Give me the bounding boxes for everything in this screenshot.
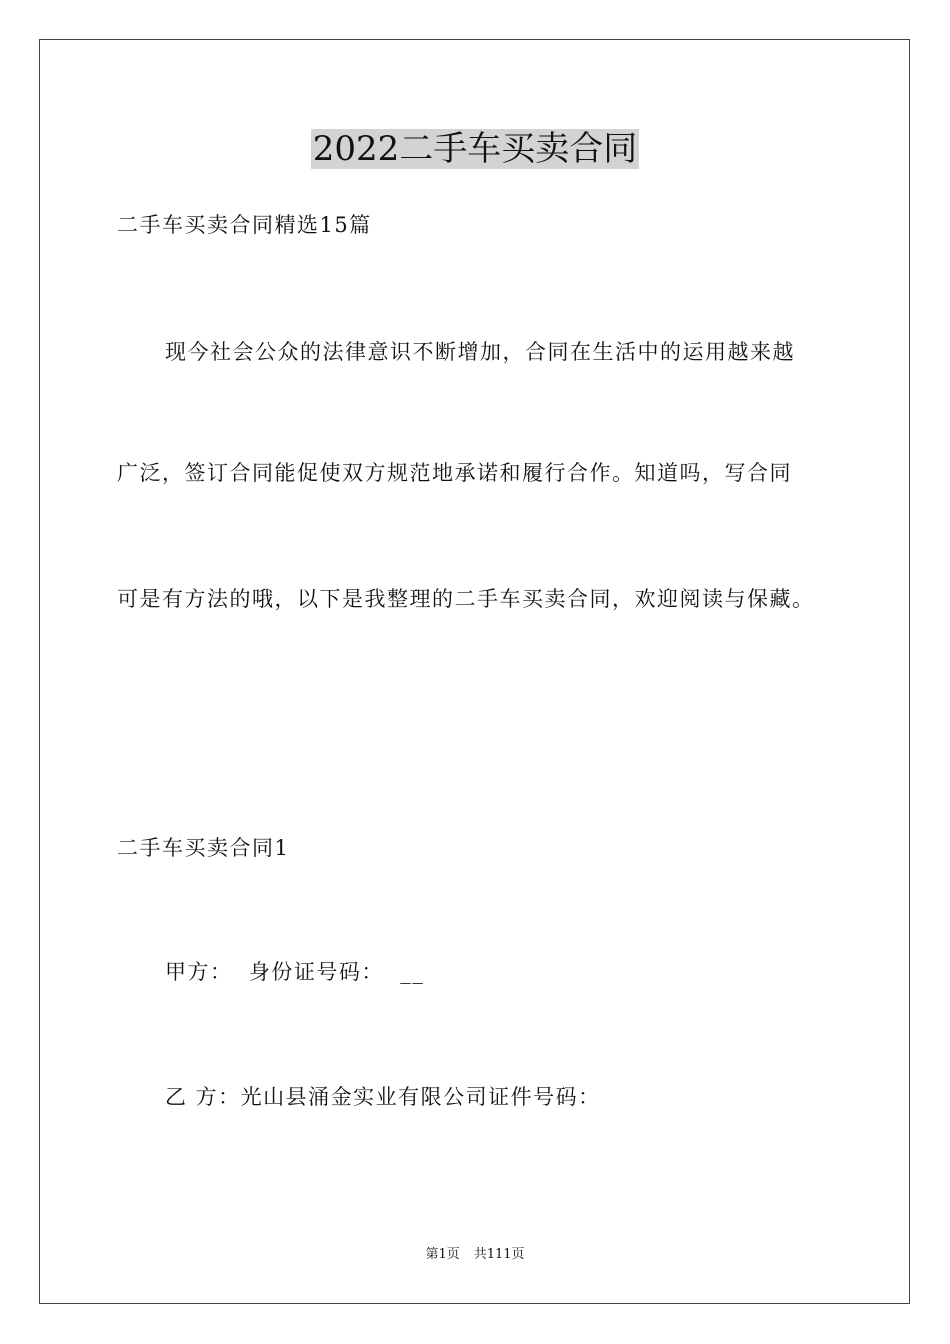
page-footer [0, 1246, 950, 1264]
intro-paragraph-line-1: 现今社会公众的法律意识不断增加，合同在生活中的运用越来越 [165, 340, 795, 364]
party-b-line: 乙 方：光山县涌金实业有限公司证件号码： [165, 1085, 601, 1109]
document-title-text: 2022二手车买卖合同 [312, 129, 638, 169]
party-a-line: 甲方： 身份证号码： __ [165, 960, 425, 984]
intro-paragraph-line-3: 可是有方法的哦，以下是我整理的二手车买卖合同，欢迎阅读与保藏。 [117, 587, 815, 611]
document-subtitle: 二手车买卖合同精选15篇 [117, 213, 372, 237]
intro-paragraph-line-2: 广泛，签订合同能促使双方规范地承诺和履行合作。知道吗，写合同 [117, 461, 792, 485]
page-number: 第1页 [425, 1247, 460, 1262]
document-title [0, 128, 950, 170]
page-total: 共111页 [473, 1247, 525, 1262]
section-heading: 二手车买卖合同1 [117, 836, 290, 860]
